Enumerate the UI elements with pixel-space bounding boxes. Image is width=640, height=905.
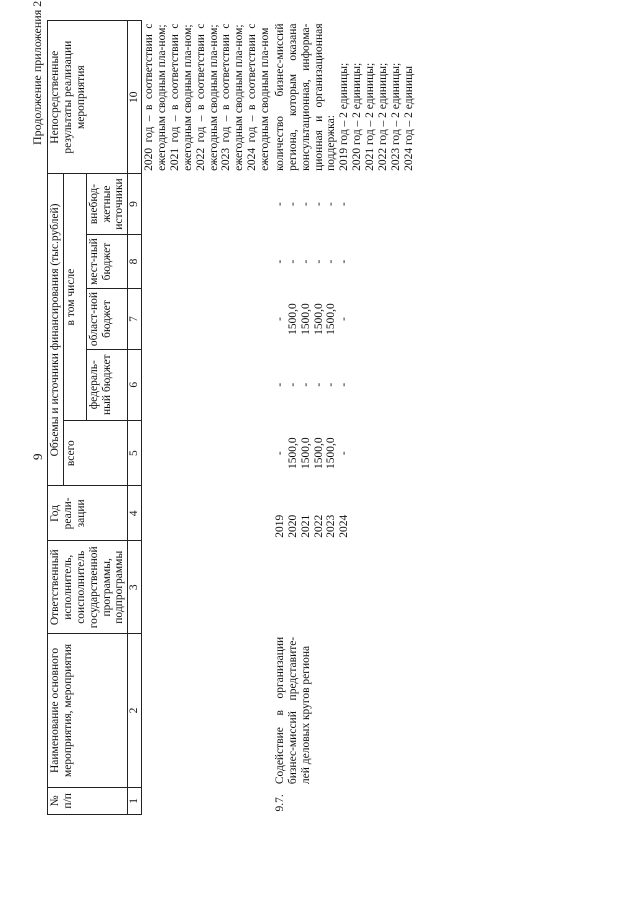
extra-value: - [286, 202, 299, 206]
year-value: 2024 [338, 514, 351, 538]
result-year: 2023 год – 2 единицы; [389, 62, 402, 171]
result-year: 2021 год – 2 единицы; [364, 62, 376, 171]
previous-results-row [142, 21, 273, 815]
extra-value: - [273, 202, 286, 206]
result-year: 2020 год – 2 единицы; [351, 62, 364, 171]
extra-value: - [312, 202, 325, 206]
federal-value: - [338, 382, 351, 387]
federal-value: - [325, 382, 338, 387]
row-number: 9.7. [273, 794, 286, 812]
header-year: Год реали-зации [48, 486, 128, 541]
row-years-cell [273, 486, 417, 541]
header-local: мест-ный бюджет [86, 234, 128, 289]
col-number: 10 [128, 21, 142, 174]
header-total: всего [63, 420, 127, 486]
continuation-label: Продолжение приложения 2 [30, 0, 44, 145]
regional-value: - [338, 317, 351, 321]
extra-value: - [325, 202, 338, 206]
total-value: 1500,0 [299, 437, 312, 469]
previous-results-cell [142, 21, 273, 174]
local-value: - [273, 259, 286, 264]
row-results-cell [273, 21, 417, 174]
result-year: 2022 год – 2 единицы; [376, 62, 389, 171]
extra-value: - [338, 202, 351, 206]
row-regional-cell [273, 289, 417, 349]
total-value: 1500,0 [325, 437, 338, 469]
result-description: количество бизнес-миссий региона, которым оказана консультационная, информа-ционная и организационная поддержка: [273, 23, 338, 171]
year-value: 2020 [286, 514, 299, 538]
regional-value: 1500,0 [312, 303, 325, 335]
header-num: № п/п [48, 787, 128, 814]
col-number: 8 [128, 234, 142, 289]
funding-table [47, 20, 417, 815]
header-including: в том числе [63, 174, 86, 420]
result-year: 2024 год – 2 единицы [402, 66, 415, 171]
col-number: 6 [128, 349, 142, 420]
column-number-row [128, 21, 142, 815]
regional-value: 1500,0 [286, 303, 299, 335]
header-results: Непосредственные результаты реализации мероприятия [48, 21, 128, 174]
federal-value: - [273, 382, 286, 387]
row-executor [273, 541, 417, 634]
local-value: - [325, 259, 338, 264]
regional-value: 1500,0 [299, 303, 312, 335]
col-number: 2 [128, 634, 142, 787]
federal-value: - [312, 382, 325, 387]
col-number: 1 [128, 787, 142, 814]
header-name: Наименование основного мероприятия, мероприятия [48, 634, 128, 787]
federal-value: - [286, 382, 299, 387]
result-year: 2019 год – 2 единицы; [338, 62, 351, 171]
header-funding: Объемы и источники финансирования (тыс.рублей) [48, 174, 64, 486]
table-row [273, 21, 417, 815]
total-value: 1500,0 [286, 437, 299, 469]
row-extra-cell [273, 174, 417, 234]
extra-value: - [299, 202, 312, 206]
header-regional: област-ной бюджет [86, 289, 128, 349]
empty-cells [142, 174, 273, 815]
result-line: 2024 год – в соответствии с ежегодным сводным пла-ном [246, 23, 271, 171]
header-executor: Ответственный исполнитель, соисполнитель государственной программы, подпрограммы [48, 541, 128, 634]
row-local-cell [273, 234, 417, 289]
col-number: 3 [128, 541, 142, 634]
total-value: - [338, 451, 351, 456]
result-line: 2022 год – в соответствии с ежегодным сводным пла-ном; [194, 23, 220, 171]
row-total-cell [273, 420, 417, 486]
local-value: - [286, 259, 299, 264]
local-value: - [299, 259, 312, 264]
local-value: - [312, 259, 325, 264]
row-name: Содействие в организации бизнес-миссий представите-лей деловых кругов региона [273, 636, 312, 785]
total-value: - [273, 451, 286, 456]
header-row-1 [48, 21, 64, 815]
total-value: 1500,0 [312, 437, 325, 469]
year-value: 2022 [312, 514, 325, 538]
header-extra: внебюд-жетные источники [86, 174, 128, 234]
local-value: - [338, 259, 351, 264]
regional-value: 1500,0 [325, 303, 338, 335]
col-number: 4 [128, 486, 142, 541]
result-line: 2023 год – в соответствии с ежегодным сводным пла-ном; [220, 23, 246, 171]
header-federal: федераль-ный бюджет [86, 349, 128, 420]
year-value: 2019 [273, 514, 286, 538]
year-value: 2023 [325, 514, 338, 538]
col-number: 7 [128, 289, 142, 349]
col-number: 9 [128, 174, 142, 234]
col-number: 5 [128, 420, 142, 486]
result-line: 2020 год – в соответствии с ежегодным сводным пла-ном; [143, 23, 168, 171]
row-federal-cell [273, 349, 417, 420]
regional-value: - [273, 317, 286, 321]
result-line: 2021 год – в соответствии с ежегодным сводным пла-ном; [168, 23, 194, 171]
page-number: 9 [30, 453, 45, 460]
federal-value: - [299, 382, 312, 387]
year-value: 2021 [299, 514, 312, 538]
